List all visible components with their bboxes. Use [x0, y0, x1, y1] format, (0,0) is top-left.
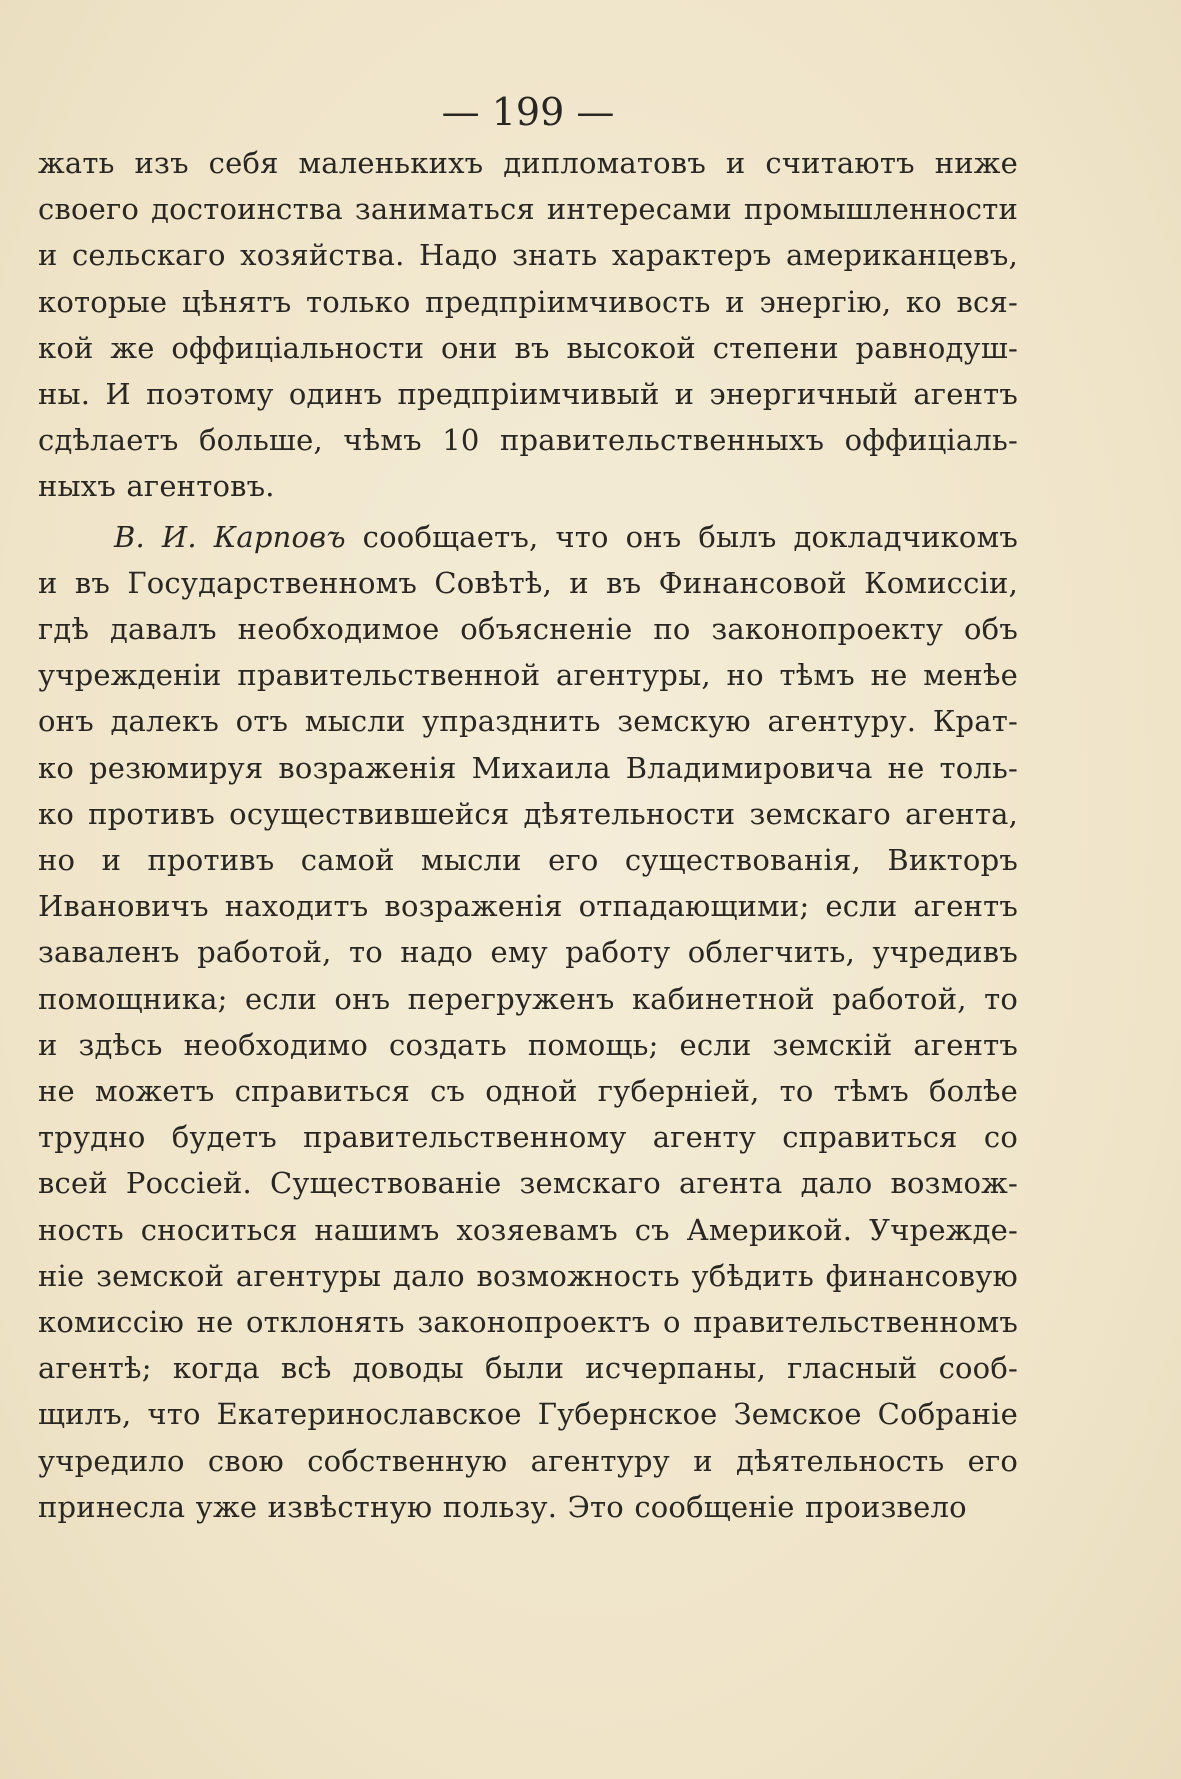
text-line: и въ Государственномъ Совѣтѣ, и въ Финансовой Комиссіи, — [38, 565, 1018, 600]
paragraph-1 — [38, 140, 1018, 510]
text-line: щилъ, что Екатеринославское Губернское Земское Собраніе — [38, 1397, 1018, 1432]
text-line: заваленъ работой, то надо ему работу облегчить, учредивъ — [38, 935, 1018, 970]
text-line: онъ далекъ отъ мысли упразднить земскую агентуру. Крат- — [38, 704, 1018, 739]
text-line: но и противъ самой мысли его существованія, Викторъ — [38, 843, 1018, 878]
text-line: помощника; если онъ перегруженъ кабинетной работой, то — [38, 981, 1018, 1016]
text-line: и здѣсь необходимо создать помощь; если земскій агентъ — [38, 1027, 1018, 1062]
text-line: гдѣ давалъ необходимое объясненіе по законопроекту объ — [38, 612, 1018, 647]
text-line: своего достоинства заниматься интересами промышленности — [38, 192, 1018, 227]
text-line: ныхъ агентовъ. — [38, 469, 275, 504]
text-line: ны. И поэтому одинъ предпріимчивый и энергичный агентъ — [38, 377, 1018, 412]
text-line: трудно будетъ правительственному агенту справиться со — [38, 1120, 1018, 1155]
text-line: жать изъ себя маленькихъ дипломатовъ и считаютъ ниже — [38, 146, 1018, 180]
text-line: ность сноситься нашимъ хозяевамъ съ Америкой. Учрежде- — [38, 1212, 1018, 1247]
text-line: комиссію не отклонять законопроектъ о правительственномъ — [38, 1305, 1018, 1340]
text-line: не можетъ справиться съ одной губерніей, то тѣмъ болѣе — [38, 1074, 1018, 1109]
text-line: ко резюмируя возраженія Михаила Владимировича не толь- — [38, 750, 1018, 785]
text-line: которые цѣнятъ только предпріимчивость и энергію, ко вся- — [38, 284, 1018, 319]
text-line: агентѣ; когда всѣ доводы были исчерпаны, гласный сооб- — [38, 1351, 1018, 1386]
text-line: учредило свою собственную агентуру и дѣятельность его — [38, 1443, 1018, 1478]
text-line: Ивановичъ находитъ возраженія отпадающими; если агентъ — [38, 889, 1018, 924]
text-line: учрежденіи правительственной агентуры, но тѣмъ не менѣе — [38, 658, 1018, 693]
text-line-first — [38, 514, 1018, 560]
text-line: и сельскаго хозяйства. Надо знать характеръ американцевъ, — [38, 238, 1018, 273]
author-name: В. И. Карповъ — [114, 519, 346, 554]
text-line: ко противъ осуществившейся дѣятельности земскаго агента, — [38, 796, 1018, 831]
text-line: принесла уже извѣстную пользу. Это сообщеніе произвело — [38, 1489, 967, 1524]
book-page — [38, 88, 1018, 1530]
paragraph-2 — [38, 514, 1018, 1530]
text-line: сдѣлаетъ больше, чѣмъ 10 правительственныхъ оффиціаль- — [38, 423, 1018, 458]
text-fragment: сообщаетъ, что онъ былъ докладчикомъ — [345, 519, 1018, 554]
text-line: ніе земской агентуры дало возможность убѣдить финансовую — [38, 1258, 1018, 1293]
page-number: — 199 — — [441, 90, 615, 134]
text-line: всей Россіей. Существованіе земскаго агента дало возмож- — [38, 1166, 1018, 1201]
text-line: кой же оффиціальности они въ высокой степени равнодуш- — [38, 330, 1018, 365]
